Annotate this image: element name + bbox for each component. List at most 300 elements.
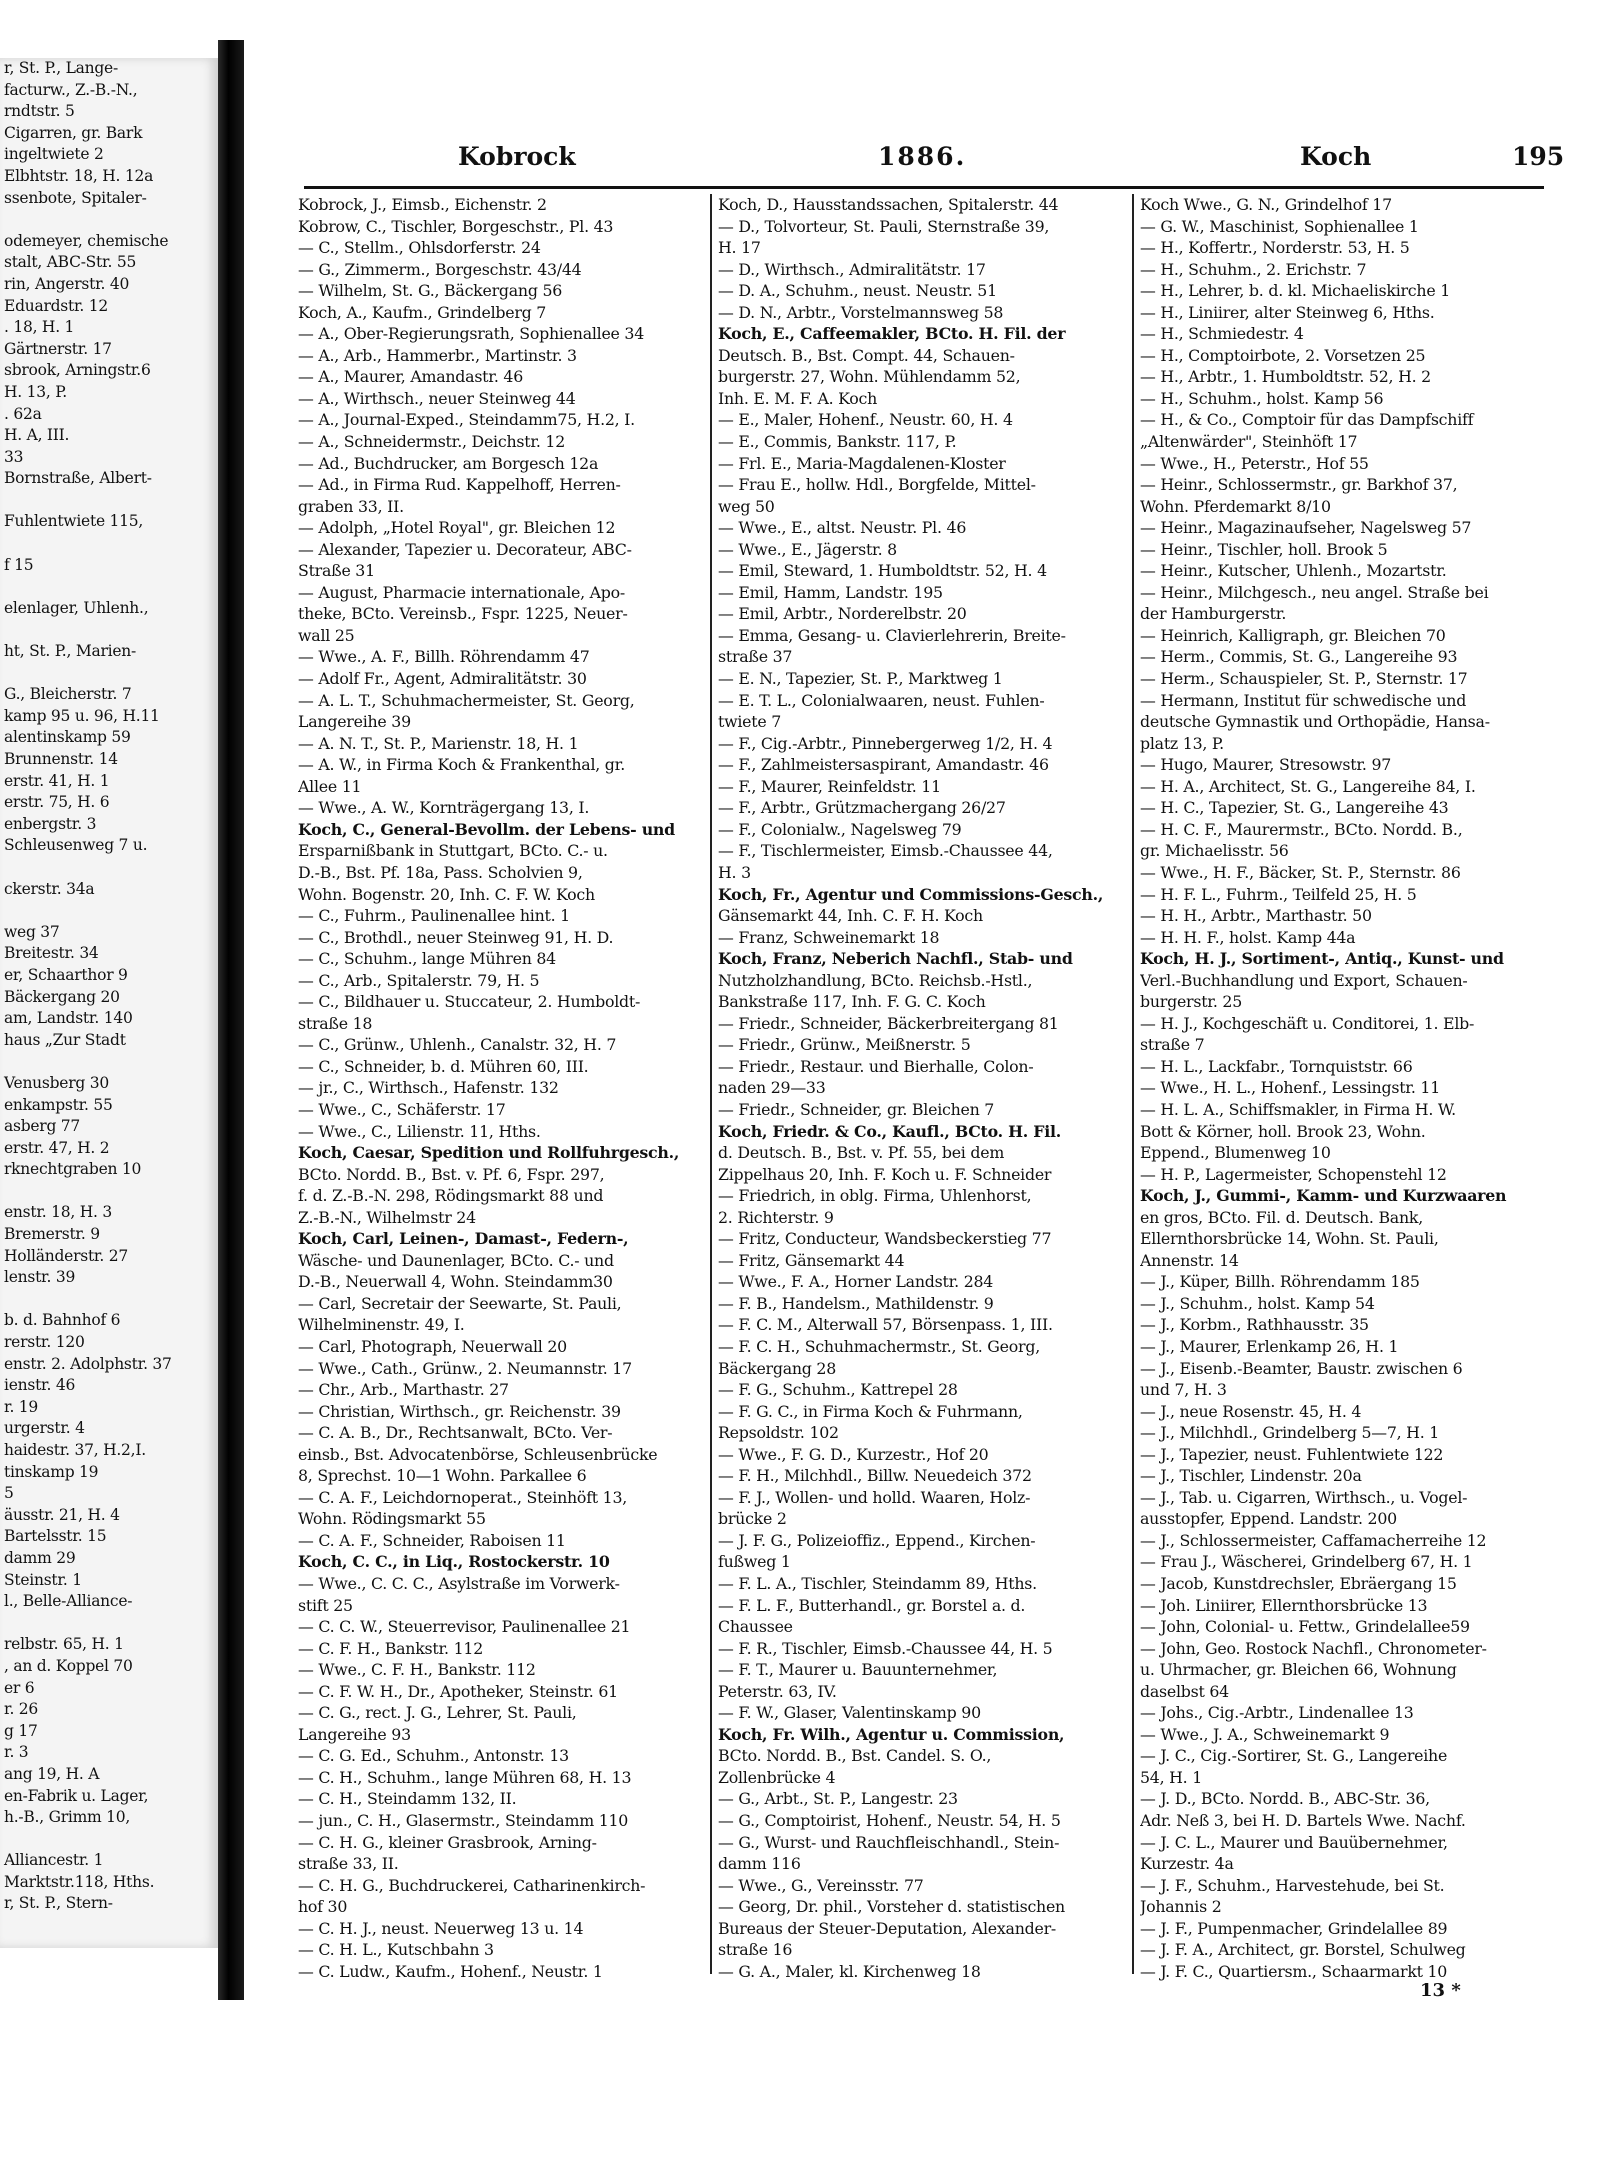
left-page-line: G., Bleicherstr. 7 (4, 685, 132, 704)
directory-entry-line: — J. C., Cig.-Sortirer, St. G., Langereihe (1140, 1746, 1448, 1766)
left-page-line: ssenbote, Spitaler- (4, 188, 147, 207)
directory-entry-line: — Friedr., Grünw., Meißnerstr. 5 (718, 1035, 971, 1055)
left-page-line (0, 663, 218, 685)
directory-entry-line: — G. W., Maschinist, Sophienallee 1 (1140, 216, 1419, 236)
left-page-line: en-Fabrik u. Lager, (4, 1786, 149, 1805)
directory-entry-line: — Heinr., Kutscher, Uhlenh., Mozartstr. (1140, 561, 1447, 581)
directory-entry-line: — J., Tab. u. Cigarren, Wirthsch., u. Vogel- (1140, 1487, 1468, 1507)
directory-entry-line: Eppend., Blumenweg 10 (1140, 1143, 1331, 1163)
directory-entry-line: — F., Tischlermeister, Eimsb.-Chaussee 44, (718, 841, 1053, 861)
directory-entry-line: — J., Milchhdl., Grindelberg 5—7, H. 1 (1140, 1423, 1440, 1443)
left-page-line: enstr. 2. Adolphstr. 37 (4, 1354, 172, 1373)
directory-entry-line: — C., Arb., Spitalerstr. 79, H. 5 (298, 970, 540, 990)
directory-entry-line: — Wwe., E., Jägerstr. 8 (718, 539, 897, 559)
directory-entry-line: — C. H. G., kleiner Grasbrook, Arning- (298, 1832, 597, 1852)
left-page-line: erstr. 47, H. 2 (4, 1138, 110, 1157)
directory-entry-line: — H. H., Arbtr., Marthastr. 50 (1140, 906, 1372, 926)
column-2 (718, 194, 1130, 1984)
directory-entry-line: Annenstr. 14 (1140, 1250, 1239, 1270)
directory-entry-line: — Franz, Schweinemarkt 18 (718, 927, 940, 947)
directory-entry-line: Adr. Neß 3, bei H. D. Bartels Wwe. Nachf. (1140, 1811, 1466, 1831)
directory-entry-line: — Herm., Schauspieler, St. P., Sternstr. 17 (1140, 669, 1468, 689)
directory-entry-line: — D., Wirthsch., Admiralitätstr. 17 (718, 259, 986, 279)
directory-entry-line: — J., Tapezier, neust. Fuhlentwiete 122 (1140, 1444, 1444, 1464)
directory-entry-line: — Georg, Dr. phil., Vorsteher d. statistischen (718, 1897, 1065, 1917)
left-page-line (0, 533, 218, 555)
left-page-line: damm 29 (4, 1548, 76, 1567)
directory-entry-line: Gänsemarkt 44, Inh. C. F. H. Koch (718, 906, 983, 926)
directory-entry-line: u. Uhrmacher, gr. Bleichen 66, Wohnung (1140, 1660, 1457, 1680)
directory-entry-line: — F., Arbtr., Grützmachergang 26/27 (718, 798, 1006, 818)
directory-entry-line: — F. R., Tischler, Eimsb.-Chaussee 44, H. 5 (718, 1638, 1053, 1658)
left-page-line: 5 (4, 1484, 14, 1503)
left-page-line: ckerstr. 34a (4, 879, 95, 898)
directory-entry-line: der Hamburgerstr. (1140, 604, 1287, 624)
directory-entry-line: straße 33, II. (298, 1854, 399, 1874)
directory-entry-line: — C., Fuhrm., Paulinenallee hint. 1 (298, 906, 570, 926)
directory-entry-line: Wohn. Bogenstr. 20, Inh. C. F. W. Koch (298, 884, 595, 904)
left-page-line: H. A, III. (4, 426, 70, 445)
directory-entry-line: f. d. Z.-B.-N. 298, Rödingsmarkt 88 und (298, 1186, 604, 1206)
directory-entry-line: Koch, H. J., Sortiment-, Antiq., Kunst- und (1140, 949, 1504, 969)
directory-entry-line: — C. H., Schuhm., lange Mühren 68, H. 13 (298, 1767, 632, 1787)
directory-entry-line: — Wwe., Cath., Grünw., 2. Neumannstr. 17 (298, 1358, 632, 1378)
directory-entry-line: — jun., C. H., Glasermstr., Steindamm 110 (298, 1811, 629, 1831)
directory-entry-line: Bureaus der Steuer-Deputation, Alexander- (718, 1918, 1056, 1938)
directory-entry-line: — G., Arbt., St. P., Langestr. 23 (718, 1789, 958, 1809)
directory-entry-line: wall 25 (298, 625, 355, 645)
left-page-line: . 18, H. 1 (4, 318, 75, 337)
left-page-line: Alliancestr. 1 (4, 1851, 104, 1870)
directory-entry-line: — Fritz, Gänsemarkt 44 (718, 1250, 905, 1270)
directory-entry-line: — J. F., Schuhm., Harvestehude, bei St. (1140, 1875, 1445, 1895)
directory-entry-line: Bott & Körner, holl. Brook 23, Wohn. (1140, 1121, 1426, 1141)
directory-entry-line: Johannis 2 (1140, 1897, 1222, 1917)
directory-entry-line: — E., Maler, Hohenf., Neustr. 60, H. 4 (718, 410, 1013, 430)
directory-entry-line: — C. F. W. H., Dr., Apotheker, Steinstr. 61 (298, 1681, 618, 1701)
directory-entry-line: — F., Cig.-Arbtr., Pinnebergerweg 1/2, H. 4 (718, 733, 1053, 753)
left-page-line (0, 1051, 218, 1073)
directory-entry-line: Langereihe 39 (298, 712, 411, 732)
directory-entry-line: BCto. Nordd. B., Bst. Candel. S. O., (718, 1746, 992, 1766)
left-page-line: enstr. 18, H. 3 (4, 1203, 112, 1222)
directory-entry-line: — D. N., Arbtr., Vorstelmannsweg 58 (718, 302, 1004, 322)
directory-entry-line: — C. H., Steindamm 132, II. (298, 1789, 517, 1809)
directory-entry-line: — Hugo, Maurer, Stresowstr. 97 (1140, 755, 1392, 775)
directory-entry-line: — F. G., Schuhm., Kattrepel 28 (718, 1380, 958, 1400)
directory-entry-line: — F. L. A., Tischler, Steindamm 89, Hths. (718, 1574, 1037, 1593)
left-page-line: erstr. 41, H. 1 (4, 771, 110, 790)
directory-entry-line: naden 29—33 (718, 1078, 826, 1098)
directory-entry-line: — F. B., Handelsm., Mathildenstr. 9 (718, 1293, 994, 1313)
directory-entry-line: — C., Schneider, b. d. Mühren 60, III. (298, 1056, 589, 1076)
directory-entry-line: — Wwe., C. C. C., Asylstraße im Vorwerk- (298, 1574, 620, 1593)
directory-entry-line: und 7, H. 3 (1140, 1380, 1227, 1400)
directory-entry-line: Zollenbrücke 4 (718, 1767, 836, 1787)
left-page-line: elenlager, Uhlenh., (4, 598, 149, 617)
directory-entry-line: platz 13, P. (1140, 733, 1224, 753)
left-page-line (0, 857, 218, 879)
left-page-line: Cigarren, gr. Bark (4, 123, 143, 142)
directory-entry-line: — C., Grünw., Uhlenh., Canalstr. 32, H. 7 (298, 1035, 617, 1055)
directory-entry-line: — J., neue Rosenstr. 45, H. 4 (1140, 1401, 1362, 1421)
left-page-line (0, 1289, 218, 1311)
directory-entry-line: — C. A. B., Dr., Rechtsanwalt, BCto. Ver- (298, 1423, 613, 1443)
directory-entry-line: en gros, BCto. Fil. d. Deutsch. Bank, (1140, 1207, 1423, 1227)
directory-entry-line: Zippelhaus 20, Inh. F. Koch u. F. Schneider (718, 1164, 1052, 1184)
directory-entry-line: — J. F. A., Architect, gr. Borstel, Schulweg (1140, 1940, 1466, 1960)
directory-entry-line: damm 116 (718, 1854, 801, 1874)
directory-entry-line: — Ad., Buchdrucker, am Borgesch 12a (298, 453, 599, 473)
directory-entry-line: — J., Tischler, Lindenstr. 20a (1140, 1466, 1362, 1486)
directory-entry-line: D.-B., Neuerwall 4, Wohn. Steindamm30 (298, 1272, 613, 1292)
directory-entry-line: daselbst 64 (1140, 1681, 1229, 1701)
directory-entry-line: — Hermann, Institut für schwedische und (1140, 690, 1467, 710)
left-page-line: Venusberg 30 (4, 1073, 109, 1092)
directory-entry-line (298, 1982, 708, 1984)
directory-entry-line: — C. H. J., neust. Neuerweg 13 u. 14 (298, 1918, 584, 1938)
directory-entry-line: — Chr., Arb., Marthastr. 27 (298, 1380, 509, 1400)
directory-entry-line: — H. H. F., holst. Kamp 44a (1140, 927, 1356, 947)
left-page-line: Fuhlentwiete 115, (4, 512, 144, 531)
directory-entry-line: Ellernthorsbrücke 14, Wohn. St. Pauli, (1140, 1229, 1439, 1249)
left-page-line: g 17 (4, 1721, 38, 1740)
directory-entry-line: Koch, Caesar, Spedition und Rollfuhrgesch., (298, 1143, 680, 1163)
directory-entry-line: Bäckergang 28 (718, 1358, 837, 1378)
directory-entry-line: — Christian, Wirthsch., gr. Reichenstr. 39 (298, 1401, 621, 1421)
directory-entry-line: Langereihe 93 (298, 1724, 411, 1744)
directory-entry-line: twiete 7 (718, 712, 782, 732)
directory-entry-line: Wohn. Pferdemarkt 8/10 (1140, 496, 1331, 516)
left-page-line: rerstr. 120 (4, 1333, 85, 1352)
year-heading: 1886. (878, 142, 967, 171)
left-page-line: r, St. P., Stern- (4, 1894, 113, 1913)
directory-entry-line: — John, Colonial- u. Fettw., Grindelallee59 (1140, 1617, 1470, 1637)
page-number: 195 (1512, 142, 1565, 171)
directory-entry-line: — Joh. Liniirer, Ellernthorsbrücke 13 (1140, 1595, 1428, 1615)
directory-entry-line: — G., Zimmerm., Borgeschstr. 43/44 (298, 259, 582, 279)
directory-entry-line: — G., Wurst- und Rauchfleischhandl., Stein- (718, 1832, 1060, 1852)
directory-entry-line: — A., Ober-Regierungsrath, Sophienallee 34 (298, 324, 645, 344)
directory-entry-line: einsb., Bst. Advocatenbörse, Schleusenbrücke (298, 1444, 658, 1464)
directory-entry-line: — C., Brothdl., neuer Steinweg 91, H. D. (298, 927, 614, 947)
directory-entry-line: — Wwe., A. F., Billh. Röhrendamm 47 (298, 647, 590, 667)
directory-entry-line: — D. A., Schuhm., neust. Neustr. 51 (718, 281, 997, 301)
directory-entry-line: Koch, J., Gummi-, Kamm- und Kurzwaaren (1140, 1186, 1507, 1206)
left-page-line: er 6 (4, 1678, 35, 1697)
directory-entry-line: Deutsch. B., Bst. Compt. 44, Schauen- (718, 345, 1015, 365)
directory-entry-line: — F. T., Maurer u. Bauunternehmer, (718, 1660, 998, 1680)
left-page-line: er, Schaarthor 9 (4, 965, 128, 984)
directory-entry-line: — J., Korbm., Rathhausstr. 35 (1140, 1315, 1369, 1335)
directory-entry-line: — Friedr., Schneider, Bäckerbreitergang 81 (718, 1013, 1059, 1033)
left-page-line: . 62a (4, 404, 42, 423)
directory-entry-line: — A., Schneidermstr., Deichstr. 12 (298, 432, 566, 452)
directory-entry-line: deutsche Gymnastik und Orthopädie, Hansa- (1140, 712, 1490, 732)
directory-entry-line: Koch, C. C., in Liq., Rostockerstr. 10 (298, 1552, 610, 1572)
running-head-right: Koch (1300, 142, 1372, 171)
directory-entry-line: — Wwe., J. A., Schweinemarkt 9 (1140, 1724, 1390, 1744)
directory-entry-line: — H. C. F., Maurermstr., BCto. Nordd. B., (1140, 819, 1463, 839)
directory-entry-line: — jr., C., Wirthsch., Hafenstr. 132 (298, 1078, 559, 1098)
directory-entry-line: gr. Michaelisstr. 56 (1140, 841, 1289, 861)
directory-entry-line: — Wwe., C. F. H., Bankstr. 112 (298, 1660, 536, 1680)
directory-entry-line: — A. L. T., Schuhmachermeister, St. Georg, (298, 690, 635, 710)
directory-entry-line: — G., Comptoirist, Hohenf., Neustr. 54, H. 5 (718, 1811, 1061, 1831)
directory-entry-line: — Herm., Commis, St. G., Langereihe 93 (1140, 647, 1458, 667)
directory-entry-line: — Friedr., Schneider, gr. Bleichen 7 (718, 1099, 995, 1119)
directory-entry-line: — Johs., Cig.-Arbtr., Lindenallee 13 (1140, 1703, 1414, 1723)
directory-entry-line: — Wwe., A. W., Kornträgergang 13, I. (298, 798, 590, 818)
left-page-line: kamp 95 u. 96, H.11 (4, 706, 160, 725)
directory-entry-line: — H., Lehrer, b. d. kl. Michaeliskirche 1 (1140, 281, 1450, 301)
directory-entry-line: — Wwe., F. A., Horner Landstr. 284 (718, 1272, 994, 1292)
directory-entry-line: — H. L., Lackfabr., Tornquiststr. 66 (1140, 1056, 1413, 1076)
directory-entry-line: Koch, E., Caffeemakler, BCto. H. Fil. der (718, 324, 1066, 344)
directory-entry-line: — C. A. F., Leichdornoperat., Steinhöft 13, (298, 1487, 628, 1507)
directory-entry-line: Koch, Fr. Wilh., Agentur u. Commission, (718, 1724, 1065, 1744)
left-page-line: sbrook, Arningstr.6 (4, 361, 151, 380)
directory-entry-line: Koch, D., Hausstandssachen, Spitalerstr. 44 (718, 195, 1059, 214)
directory-entry-line: — Heinr., Tischler, holl. Brook 5 (1140, 539, 1388, 559)
directory-entry-line: — J. C. L., Maurer und Bauübernehmer, (1140, 1832, 1448, 1852)
directory-entry-line: — F., Colonialw., Nagelsweg 79 (718, 819, 962, 839)
directory-entry-line: burgerstr. 27, Wohn. Mühlendamm 52, (718, 367, 1021, 387)
directory-entry-line: — H. A., Architect, St. G., Langereihe 84, I. (1140, 776, 1476, 796)
directory-entry-line: — H., & Co., Comptoir für das Dampfschiff (1140, 410, 1474, 430)
directory-entry-line: — Adolph, „Hotel Royal", gr. Bleichen 12 (298, 518, 616, 538)
left-page-line: odemeyer, chemische (4, 231, 169, 250)
left-page-line: alentinskamp 59 (4, 728, 131, 747)
running-head-left: Kobrock (458, 142, 576, 171)
directory-entry-line: — Fritz, Conducteur, Wandsbeckerstieg 77 (718, 1229, 1052, 1249)
left-page-line: r. 19 (4, 1397, 39, 1416)
directory-entry-line: Nutzholzhandlung, BCto. Reichsb.-Hstl., (718, 970, 1033, 990)
directory-entry-line: — C. Ludw., Kaufm., Hohenf., Neustr. 1 (298, 1961, 603, 1981)
directory-entry-line: H. 3 (718, 862, 751, 882)
left-page-line: h.-B., Grimm 10, (4, 1808, 131, 1827)
directory-entry-line: — F. H., Milchhdl., Billw. Neuedeich 372 (718, 1466, 1032, 1486)
directory-entry-line: — C. H. G., Buchdruckerei, Catharinenkirch- (298, 1875, 646, 1895)
left-page-line: 33 (4, 447, 24, 466)
directory-entry-line: 2. Richterstr. 9 (718, 1207, 834, 1227)
left-page-line: l., Belle-Alliance- (4, 1592, 133, 1611)
left-facing-page (0, 58, 219, 1948)
left-page-line: ienstr. 46 (4, 1376, 76, 1395)
left-page-line: Steinstr. 1 (4, 1570, 82, 1589)
left-page-line: b. d. Bahnhof 6 (4, 1311, 121, 1330)
directory-entry-line: Wäsche- und Daunenlager, BCto. C.- und (298, 1250, 614, 1270)
left-page-line: r. 3 (4, 1743, 29, 1762)
left-page-line (0, 1181, 218, 1203)
directory-entry-line: — John, Geo. Rostock Nachfl., Chronometer- (1140, 1638, 1487, 1658)
directory-entry-line: — August, Pharmacie internationale, Apo- (298, 582, 626, 602)
directory-entry-line: — A., Maurer, Amandastr. 46 (298, 367, 523, 387)
directory-entry-line: straße 37 (718, 647, 793, 667)
left-page-line: Bornstraße, Albert- (4, 469, 152, 488)
directory-entry-line: stift 25 (298, 1595, 353, 1615)
directory-entry-line: Wohn. Rödingsmarkt 55 (298, 1509, 486, 1529)
directory-entry-line: — A., Arb., Hammerbr., Martinstr. 3 (298, 345, 577, 365)
directory-entry-line: — F. C. H., Schuhmachermstr., St. Georg, (718, 1336, 1040, 1356)
left-page-line: haidestr. 37, H.2,I. (4, 1441, 146, 1459)
directory-entry-line: — H., Schuhm., holst. Kamp 56 (1140, 388, 1384, 408)
left-page-line: enkampstr. 55 (4, 1095, 113, 1114)
directory-entry-line: — Alexander, Tapezier u. Decorateur, ABC- (298, 539, 632, 559)
directory-entry-line: 8, Sprechst. 10—1 Wohn. Parkallee 6 (298, 1466, 587, 1486)
directory-entry-line: straße 16 (718, 1940, 793, 1960)
left-page-line (0, 209, 218, 231)
directory-entry-line: — Wwe., E., altst. Neustr. Pl. 46 (718, 518, 967, 538)
directory-entry-line: — C. G. Ed., Schuhm., Antonstr. 13 (298, 1746, 569, 1766)
directory-entry-line: — G. A., Maler, kl. Kirchenweg 18 (718, 1961, 981, 1981)
directory-entry-line: 54, H. 1 (1140, 1767, 1203, 1787)
directory-entry-line: Ersparnißbank in Stuttgart, BCto. C.- u. (298, 841, 608, 861)
directory-entry-line: Straße 31 (298, 561, 375, 581)
directory-entry-line: Kobrock, J., Eimsb., Eichenstr. 2 (298, 195, 547, 214)
directory-entry-line: Koch, Friedr. & Co., Kaufl., BCto. H. Fil. (718, 1121, 1062, 1141)
book-gutter (218, 40, 244, 2000)
directory-entry-line: — C. A. F., Schneider, Raboisen 11 (298, 1530, 566, 1550)
directory-entry-line: Koch, A., Kaufm., Grindelberg 7 (298, 302, 547, 322)
directory-entry-line: ausstopfer, Eppend. Landstr. 200 (1140, 1509, 1397, 1529)
directory-entry-line: — H. F. L., Fuhrm., Teilfeld 25, H. 5 (1140, 884, 1417, 904)
directory-entry-line: Koch, C., General-Bevollm. der Lebens- und (298, 819, 675, 839)
directory-entry-line: — Friedr., Restaur. und Bierhalle, Colon- (718, 1056, 1034, 1076)
directory-entry-line: theke, BCto. Vereinsb., Fspr. 1225, Neuer- (298, 604, 628, 624)
directory-entry-line: Koch, Franz, Neberich Nachfl., Stab- und (718, 949, 1073, 969)
directory-entry-line: Allee 11 (298, 776, 362, 796)
directory-entry-line: — Adolf Fr., Agent, Admiralitätstr. 30 (298, 669, 587, 689)
directory-entry-line: — Wwe., G., Vereinsstr. 77 (718, 1875, 924, 1895)
directory-page (244, 100, 1600, 2020)
directory-entry-line: — A., Journal-Exped., Steindamm75, H.2, I. (298, 410, 635, 430)
directory-entry-line: Wilhelminenstr. 49, I. (298, 1315, 465, 1335)
left-page-line: äusstr. 21, H. 4 (4, 1505, 120, 1524)
directory-entry-line: graben 33, II. (298, 496, 404, 516)
directory-entry-line: „Altenwärder", Steinhöft 17 (1140, 432, 1358, 452)
directory-entry-line: weg 50 (718, 496, 775, 516)
left-page-line: ht, St. P., Marien- (4, 642, 136, 661)
directory-entry-line: — F. G. C., in Firma Koch & Fuhrmann, (718, 1401, 1023, 1421)
left-page-line: relbstr. 65, H. 1 (4, 1635, 124, 1654)
directory-entry-line: straße 7 (1140, 1035, 1205, 1055)
left-page-line (0, 576, 218, 598)
directory-entry-line: fußweg 1 (718, 1552, 791, 1572)
directory-entry-line: — Heinr., Schlossermstr., gr. Barkhof 37, (1140, 475, 1458, 495)
directory-entry-line: — F. W., Glaser, Valentinskamp 90 (718, 1703, 981, 1723)
directory-entry-line: — C. C. W., Steuerrevisor, Paulinenallee 21 (298, 1617, 631, 1637)
directory-entry-line: — A. W., in Firma Koch & Frankenthal, gr. (298, 755, 625, 775)
left-page-line: ang 19, H. A (4, 1764, 100, 1783)
directory-entry-line: D.-B., Bst. Pf. 18a, Pass. Scholvien 9, (298, 862, 583, 882)
directory-entry-line: — Frl. E., Maria-Magdalenen-Kloster (718, 453, 1006, 473)
left-page-line: f 15 (4, 555, 34, 574)
left-page-line: tinskamp 19 (4, 1462, 99, 1481)
left-page-line: rin, Angerstr. 40 (4, 274, 130, 293)
left-page-line: haus „Zur Stadt (4, 1030, 126, 1049)
left-page-line: Bremerstr. 9 (4, 1225, 100, 1244)
directory-entry-line: — Wilhelm, St. G., Bäckergang 56 (298, 281, 563, 301)
left-page-line: Marktstr.118, Hths. (4, 1872, 155, 1891)
directory-entry-line: — J. F., Pumpenmacher, Grindelallee 89 (1140, 1918, 1448, 1938)
left-page-line: erstr. 75, H. 6 (4, 793, 110, 812)
directory-entry-line: straße 18 (298, 1013, 373, 1033)
directory-entry-line: — Carl, Secretair der Seewarte, St. Pauli, (298, 1293, 622, 1313)
left-page-line: Breitestr. 34 (4, 944, 99, 963)
directory-entry-line: — E. T. L., Colonialwaaren, neust. Fuhlen- (718, 690, 1045, 710)
directory-entry-line: Koch, Carl, Leinen-, Damast-, Federn-, (298, 1229, 629, 1249)
directory-entry-line: — Carl, Photograph, Neuerwall 20 (298, 1336, 567, 1356)
directory-entry-line: — H. C., Tapezier, St. G., Langereihe 43 (1140, 798, 1449, 818)
left-page-line (0, 1613, 218, 1635)
directory-entry-line: hof 30 (298, 1897, 348, 1917)
directory-entry-line: — J., Schlossermeister, Caffamacherreihe 12 (1140, 1530, 1487, 1550)
left-page-line: Elbhtstr. 18, H. 12a (4, 166, 154, 185)
directory-entry-line: Kobrow, C., Tischler, Borgeschstr., Pl. 43 (298, 216, 614, 236)
left-page-line: enbergstr. 3 (4, 814, 97, 833)
signature-mark: 13 * (1420, 1980, 1461, 2001)
directory-entry-line: — Wwe., H. L., Hohenf., Lessingstr. 11 (1140, 1078, 1440, 1098)
directory-entry-line: — Wwe., H., Peterstr., Hof 55 (1140, 453, 1369, 473)
directory-entry-line: — F. J., Wollen- und holld. Waaren, Holz- (718, 1487, 1031, 1507)
column-1 (298, 194, 708, 1984)
left-page-line: am, Landstr. 140 (4, 1009, 133, 1028)
left-page-line: asberg 77 (4, 1117, 81, 1136)
directory-entry-line: Repsoldstr. 102 (718, 1423, 839, 1443)
left-page-line (0, 619, 218, 641)
directory-entry-line: Z.-B.-N., Wilhelmstr 24 (298, 1207, 476, 1227)
directory-entry-line: — H., Arbtr., 1. Humboldtstr. 52, H. 2 (1140, 367, 1431, 387)
directory-entry-line: — E. N., Tapezier, St. P., Marktweg 1 (718, 669, 1003, 689)
directory-entry-line: — Heinr., Milchgesch., neu angel. Straße bei (1140, 582, 1489, 602)
directory-entry-line: — H., Liniirer, alter Steinweg 6, Hths. (1140, 302, 1435, 322)
directory-entry-line: — F. C. M., Alterwall 57, Börsenpass. 1, III. (718, 1315, 1053, 1335)
directory-entry-line: Inh. E. M. F. A. Koch (718, 388, 878, 408)
column-3 (1140, 194, 1550, 1984)
directory-entry-line: — Wwe., F. G. D., Kurzestr., Hof 20 (718, 1444, 989, 1464)
directory-entry-line: — F., Maurer, Reinfeldstr. 11 (718, 776, 941, 796)
directory-entry-line: — H., Koffertr., Norderstr. 53, H. 5 (1140, 238, 1410, 258)
left-page-line: r, St. P., Lange- (4, 59, 118, 77)
directory-entry-line: — H. J., Kochgeschäft u. Conditorei, 1. Elb- (1140, 1013, 1475, 1033)
directory-entry-line: — H., Schmiedestr. 4 (1140, 324, 1304, 344)
directory-entry-line: Peterstr. 63, IV. (718, 1681, 837, 1701)
left-page-line: ingeltwiete 2 (4, 145, 104, 164)
directory-entry-line: d. Deutsch. B., Bst. v. Pf. 55, bei dem (718, 1143, 1005, 1163)
left-page-line: rknechtgraben 10 (4, 1160, 142, 1179)
left-page-line: facturw., Z.-B.-N., (4, 80, 138, 99)
column-divider (710, 194, 712, 1974)
directory-entry-line: — J., Eisenb.-Beamter, Baustr. zwischen 6 (1140, 1358, 1463, 1378)
directory-entry-line: — J. D., BCto. Nordd. B., ABC-Str. 36, (1140, 1789, 1430, 1809)
left-page-line: lenstr. 39 (4, 1268, 76, 1287)
directory-entry-line: — C. F. H., Bankstr. 112 (298, 1638, 484, 1658)
left-page-line (0, 900, 218, 922)
directory-entry-line: — H., Comptoirbote, 2. Vorsetzen 25 (1140, 345, 1426, 365)
directory-entry-line: — H. P., Lagermeister, Schopenstehl 12 (1140, 1164, 1447, 1184)
directory-entry-line: — Wwe., C., Schäferstr. 17 (298, 1099, 506, 1119)
directory-entry-line: — C., Schuhm., lange Mühren 84 (298, 949, 556, 969)
left-page-line: stalt, ABC-Str. 55 (4, 253, 137, 272)
directory-entry-line: brücke 2 (718, 1509, 787, 1529)
directory-entry-line: — C., Bildhauer u. Stuccateur, 2. Humboldt- (298, 992, 641, 1012)
directory-entry-line: — C., Stellm., Ohlsdorferstr. 24 (298, 238, 541, 258)
directory-entry-line: — Wwe., C., Lilienstr. 11, Hths. (298, 1121, 541, 1141)
left-page-line: , an d. Koppel 70 (4, 1656, 133, 1675)
directory-entry-line: — J., Maurer, Erlenkamp 26, H. 1 (1140, 1336, 1399, 1356)
directory-entry-line: — A., Wirthsch., neuer Steinweg 44 (298, 388, 576, 408)
